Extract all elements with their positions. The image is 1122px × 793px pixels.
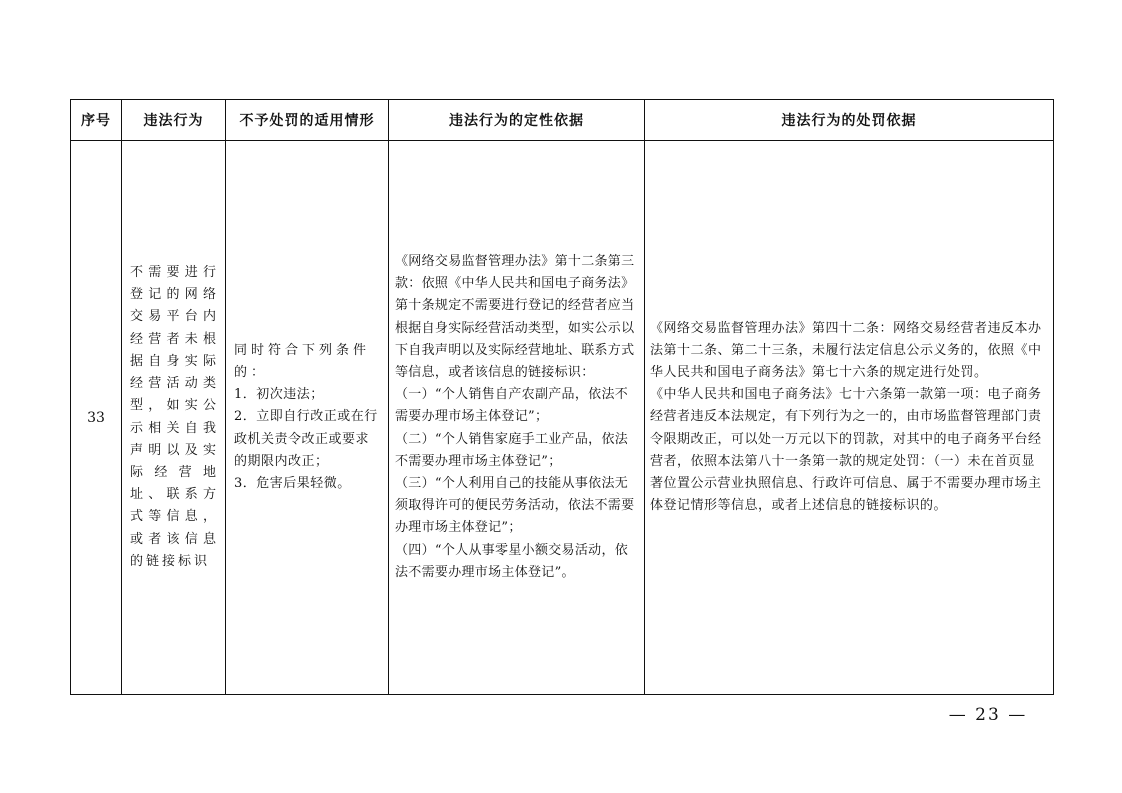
regulation-table [70, 99, 1054, 695]
penalty-paragraph: 《中华人民共和国电子商务法》七十六条第一款第一项：电子商务经营者违反本法规定，有下列行为之一的，由市场监督管理部门责令限期改正，可以处一万元以下的罚款，对其中的电子商务平台经营者，依照本法第八十一条第一款的规定处罚：（一）未在首页显著位置公示营业执照信息、行政许可信息、属于不需要办理市场主体登记情形等信息，或者上述信息的链接标识的。 [650, 387, 1042, 514]
basis-intro: 《网络交易监督管理办法》第十二条第三款：依照《中华人民共和国电子商务法》第十条规定不需要进行登记的经营者应当根据自身实际经营活动类型，如实公示以下自我声明以及实际经营地址、联系方式等信息，或者该信息的链接标识： [395, 253, 635, 380]
exemption-intro: 同时符合下列条件的： [234, 342, 371, 380]
basis-item: （三）“个人利用自己的技能从事依法无须取得许可的便民劳务活动，依法不需要办理市场主体登记”； [395, 476, 635, 536]
exemption-item: 1．初次违法； [234, 387, 324, 403]
header-number: 序号 [71, 100, 122, 141]
penalty-cell [645, 141, 1054, 695]
table-row [71, 141, 1054, 695]
row-number: 33 [71, 141, 122, 695]
basis-cell [389, 141, 645, 695]
exemption-item: 3．危害后果轻微。 [234, 476, 351, 491]
basis-item: （二）“个人销售家庭手工业产品，依法不需要办理市场主体登记”； [395, 431, 629, 469]
exemption-item: 2．立即自行改正或在行政机关责令改正或要求的期限内改正； [234, 409, 378, 469]
penalty-paragraph: 《网络交易监督管理办法》第四十二条：网络交易经营者违反本办法第十二条、第二十三条，未履行法定信息公示义务的，依照《中华人民共和国电子商务法》第七十六条的规定进行处罚。 [650, 320, 1042, 380]
header-basis: 违法行为的定性依据 [389, 100, 645, 141]
header-violation: 违法行为 [122, 100, 226, 141]
basis-item: （四）“个人从事零星小额交易活动，依法不需要办理市场主体登记”。 [395, 542, 629, 580]
exemption-cell [226, 141, 389, 695]
header-row [71, 100, 1054, 141]
basis-item: （一）“个人销售自产农副产品，依法不需要办理市场主体登记”； [395, 387, 629, 425]
violation-text: 不需要进行登记的网络交易平台内经营者未根据自身实际经营活动类型，如实公示相关自我声明以及实际经营地址、联系方式等信息，或者该信息的链接标识 [130, 265, 219, 569]
header-penalty: 违法行为的处罚依据 [645, 100, 1054, 141]
violation-cell [122, 141, 226, 695]
page-number: — 23 — [948, 705, 1028, 725]
header-exemption: 不予处罚的适用情形 [226, 100, 389, 141]
